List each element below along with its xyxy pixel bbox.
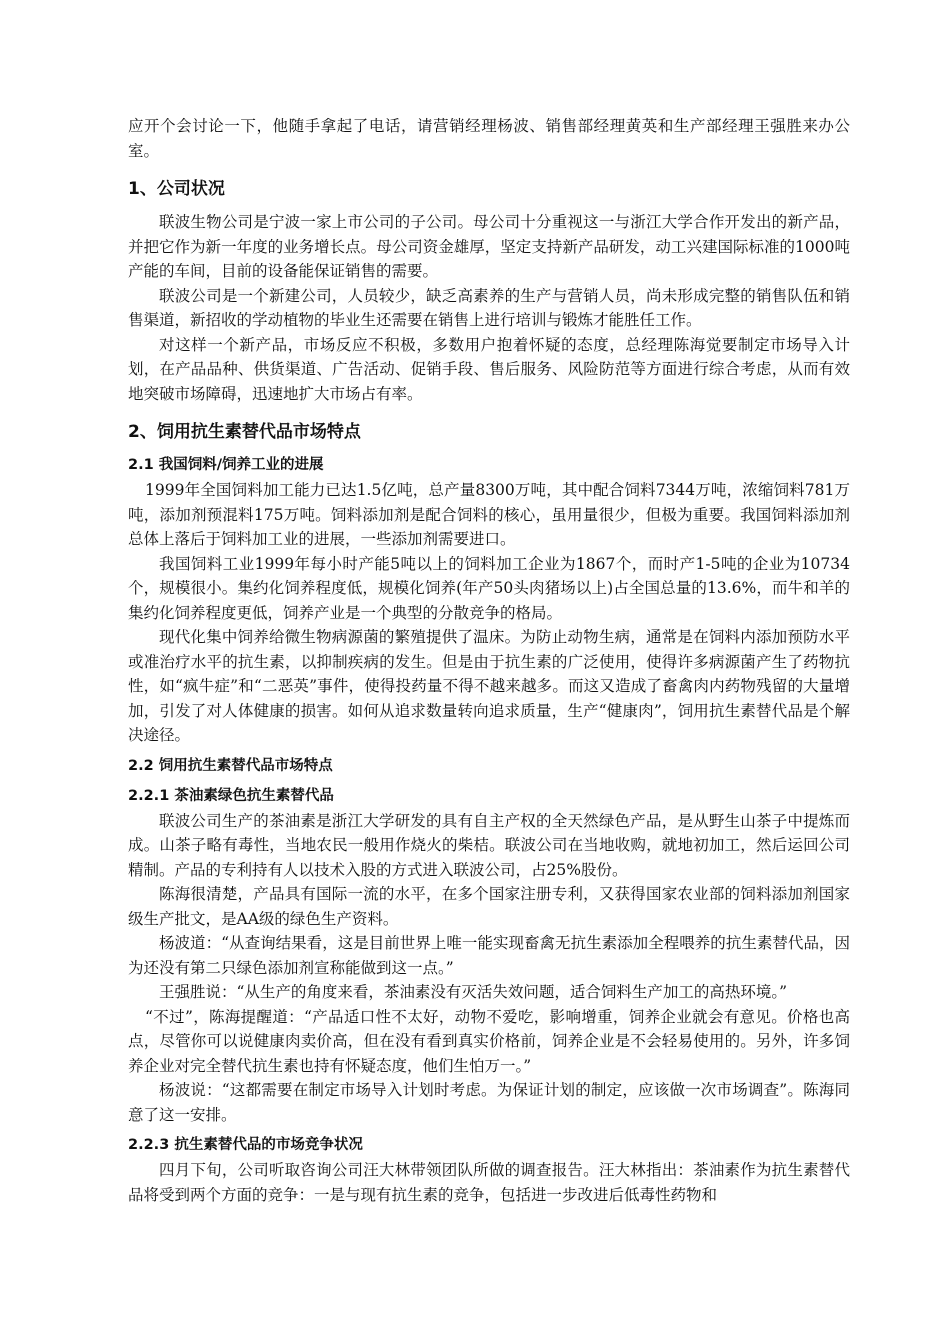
- subsection-heading-tea-oil-product: 2.2.1 茶油素绿色抗生素替代品: [128, 787, 334, 804]
- body-paragraph: 杨波道：“从查询结果看，这是目前世界上唯一能实现畜禽无抗生素添加全程喂养的抗生素替代品，因为还没有第二只绿色添加剂宣称能做到这一点。”: [128, 934, 850, 977]
- subsection-heading-substitute-market: 2.2 饲用抗生素替代品市场特点: [128, 757, 333, 774]
- section-heading-market-features: 2、饲用抗生素替代品市场特点: [128, 422, 361, 442]
- body-paragraph: 陈海很清楚，产品具有国际一流的水平，在多个国家注册专利，又获得国家农业部的饲料添加剂国家级生产批文，是AA级的绿色生产资料。: [128, 885, 850, 928]
- body-paragraph: 王强胜说：“从生产的角度来看，茶油素没有灭活失效问题，适合饲料生产加工的高热环境。”: [159, 983, 788, 1001]
- body-paragraph: 1999年全国饲料加工能力已达1.5亿吨，总产量8300万吨，其中配合饲料7344万吨，浓缩饲料781万吨，添加剂预混料175万吨。饲料添加剂是配合饲料的核心，虽用量很少，但极为重要。我国饲料添加剂总体上落后于饲料加工业的进展，一些添加剂需要进口。: [128, 481, 850, 548]
- body-paragraph: 对这样一个新产品，市场反应不积极，多数用户抱着怀疑的态度，总经理陈海觉要制定市场导入计划，在产品品种、供货渠道、广告活动、促销手段、售后服务、风险防范等方面进行综合考虑，从而有效地突破市场障碍，迅速地扩大市场占有率。: [128, 335, 850, 403]
- section-heading-company-status: 1、公司状况: [128, 179, 225, 199]
- body-paragraph: 杨波说：“这都需要在制定市场导入计划时考虑。为保证计划的制定，应该做一次市场调查”。陈海同意了这一安排。: [128, 1081, 850, 1124]
- body-paragraph: 现代化集中饲养给微生物病源菌的繁殖提供了温床。为防止动物生病，通常是在饲料内添加预防水平或准治疗水平的抗生素，以抑制疾病的发生。但是由于抗生素的广泛使用，使得许多病源菌产生了药物抗性，如“疯牛症”和“二恶英”事件，使得投药量不得不越来越多。而这又造成了畜禽肉内药物残留的大量增加，引发了对人体健康的损害。如何从追求数量转向追求质量，生产“健康肉”，饲用抗生素替代品是个解决途径。: [128, 628, 850, 744]
- subsection-heading-competition: 2.2.3 抗生素替代品的市场竞争状况: [128, 1137, 363, 1153]
- body-paragraph: 联波生物公司是宁波一家上市公司的子公司。母公司十分重视这一与浙江大学合作开发出的新产品，并把它作为新一年度的业务增长点。母公司资金雄厚，坚定支持新产品研发，动工兴建国际标准的1000吨产能的车间，目前的设备能保证销售的需要。: [128, 213, 850, 280]
- subsection-heading-feed-industry: 2.1 我国饲料/饲养工业的进展: [128, 457, 324, 473]
- body-paragraph: 联波公司生产的茶油素是浙江大学研发的具有自主产权的全天然绿色产品，是从野生山茶子中提炼而成。山茶子略有毒性，当地农民一般用作烧火的柴桔。联波公司在当地收购，就地初加工，然后运回公司精制。产品的专利持有人以技术入股的方式进入联波公司，占25%股份。: [128, 811, 850, 879]
- body-paragraph: 联波公司是一个新建公司，人员较少，缺乏高素养的生产与营销人员，尚未形成完整的销售队伍和销售渠道，新招收的学动植物的毕业生还需要在销售上进行培训与锻炼才能胜任工作。: [128, 286, 850, 329]
- body-paragraph: 四月下旬，公司听取咨询公司汪大林带领团队所做的调查报告。汪大林指出：茶油素作为抗生素替代品将受到两个方面的竞争：一是与现有抗生素的竞争，包括进一步改进后低毒性药物和: [128, 1161, 850, 1204]
- document-page: [128, 114, 850, 1207]
- body-paragraph: 我国饲料工业1999年每小时产能5吨以上的饲料加工企业为1867个，而时产1-5吨的企业为10734个，规模很小。集约化饲养程度低，规模化饲养(年产50头肉猪场以上)占全国总量的13.6%，而牛和羊的集约化饲养程度更低，饲养产业是一个典型的分散竞争的格局。: [128, 554, 850, 622]
- intro-paragraph: 应开个会讨论一下，他随手拿起了电话，请营销经理杨波、销售部经理黄英和生产部经理王强胜来办公室。: [128, 117, 850, 160]
- body-paragraph: “不过”，陈海提醒道：“产品适口性不太好，动物不爱吃，影响增重，饲养企业就会有意见。价格也高点，尽管你可以说健康肉卖价高，但在没有看到真实价格前，饲养企业是不会轻易使用的。另外，许多饲养企业对完全替代抗生素也持有怀疑态度，他们生怕万一。”: [128, 1007, 850, 1075]
